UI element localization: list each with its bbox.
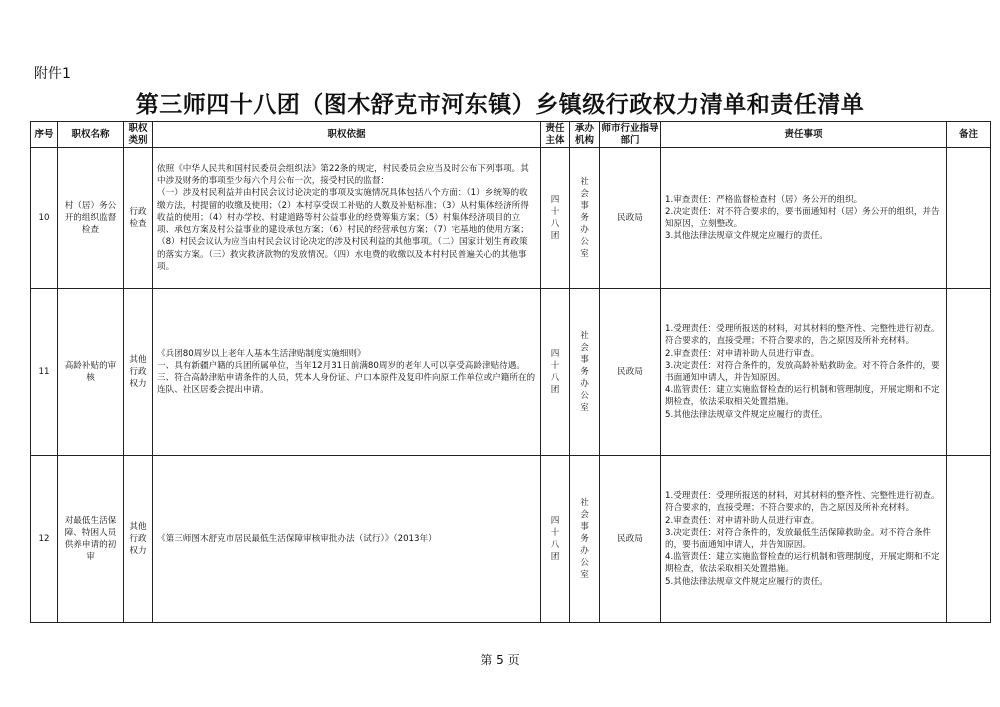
page-title: 第三师四十八团（图木舒克市河东镇）乡镇级行政权力清单和责任清单 [135,91,865,118]
cell-subject [541,456,570,623]
attachment-label: 附件1 [34,66,71,82]
table-row [31,456,991,623]
cell-resp: 1.审查责任：严格监督检查村（居）务公开的组织。 2.决定责任：对不符合要求的，要书面通知村（居）务公开的组织，并告知原因，立刻整改。 3.其他法律法规章文件规定应履行的责任。 [661,148,947,289]
agency-text: 社会事务办公室 [580,176,589,260]
cell-guide: 民政局 [600,289,661,456]
subject-text: 四十八团 [550,515,560,563]
cell-guide: 民政局 [600,456,661,623]
cell-basis: 《兵团80周岁以上老年人基本生活津贴制度实施细则》 一、具有新疆户籍的兵团所属单位，当年12月31日前满80周岁的老年人可以享受高龄津贴待遇。 三、符合高龄津贴申请条件的人员，凭本人身份证、户口本原件及复印件向原工作单位或户籍所在的连队、社区居委会提出申请。 [153,289,541,456]
header-no: 序号 [31,122,58,148]
header-agency: 承办机构 [570,122,600,148]
subject-text: 四十八团 [550,348,560,396]
header-remark: 备注 [947,122,991,148]
cell-resp: 1.受理责任：受理所报送的材料，对其材料的整齐性、完整性进行初查。符合要求的，直接受理；不符合要求的，告之原因及所补充材料。 2.审查责任：对申请补助人员进行审查。 3.决定责任：对符合条件的，发放高龄补贴救助金。对不符合条件的，要书面通知申请人，并告知原因。 4.监管责任：建立实施监督检查的运行机制和管理制度，开展定期和不定期检查，依法采取相关处置措施。 5.其他法律法规章文件规定应履行的责任。 [661,289,947,456]
cell-guide: 民政局 [600,148,661,289]
header-subject: 责任主体 [541,122,570,148]
header-row [31,122,991,148]
cell-subject [541,289,570,456]
header-basis: 职权依据 [153,122,541,148]
header-guide: 师市行业指导部门 [601,123,659,146]
cell-no: 10 [31,148,58,289]
cell-name: 村（居）务公开的组织监督检查 [58,148,124,289]
cell-agency [570,456,600,623]
cell-agency [570,148,600,289]
cell-agency [570,289,600,456]
cell-name: 高龄补贴的审核 [58,289,124,456]
cell-resp: 1.受理责任：受理所报送的材料，对其材料的整齐性、完整性进行初查。符合要求的，直接受理；不符合要求的，告之原因及所补充材料。 2.审查责任：对申请补助人员进行审查。 3.决定责任：对符合条件的，发放最低生活保障救助金。对不符合条件的，要书面通知申请人，并告知原因。 4.监管责任：建立实施监督检查的运行机制和管理制度，开展定期和不定期检查，依法采取相关处置措施。 5.其他法律法规章文件规定应履行的责任。 [661,456,947,623]
cell-category: 其他行政权力 [124,456,153,623]
cell-name: 对最低生活保障、特困人员供养申请的初审 [58,456,124,623]
cell-category: 行政检查 [124,148,153,289]
cell-subject [541,148,570,289]
cell-remark [947,456,991,623]
power-responsibility-table [30,121,991,623]
cell-remark [947,148,991,289]
agency-text: 社会事务办公室 [580,330,589,414]
header-name: 职权名称 [58,122,124,148]
header-category: 职权类别 [124,122,153,148]
subject-text: 四十八团 [550,194,560,242]
cell-no: 12 [31,456,58,623]
cell-remark [947,289,991,456]
cell-category: 其他行政权力 [124,289,153,456]
table-row [31,148,991,289]
table-row [31,289,991,456]
cell-no: 11 [31,289,58,456]
cell-basis: 《第三师图木舒克市居民最低生活保障审核审批办法（试行）》（2013年） [153,456,541,623]
page-number: 第 5 页 [480,653,520,667]
header-resp: 责任事项 [661,122,947,148]
cell-basis: 依照《中华人民共和国村民委员会组织法》第22条的规定，村民委员会应当及时公布下列事项。其中涉及财务的事项至少每六个月公布一次，接受村民的监督： （一）涉及村民利益并由村民会议讨论决定的事项及实施情况具体包括八个方面：（1）乡统筹的收缴方法，村提留的收缴及使用；（2）本村享受误工补贴的人数及补贴标准；（3）从村集体经济所得收益的使用；（4）村办学校、村建道路等村公益事业的经费筹集方案；（5）村集体经济项目的立项、承包方案及村公益事业的建设承包方案；（6）村民的经营承包方案；（7）宅基地的使用方案；（8）村民会议认为应当由村民会议讨论决定的涉及村民利益的其他事项。（二）国家计划生育政策的落实方案。（三）救灾救济款物的发放情况。（四）水电费的收缴以及本村村民普遍关心的其他事项。 [153,148,541,289]
agency-text: 社会事务办公室 [580,497,589,581]
